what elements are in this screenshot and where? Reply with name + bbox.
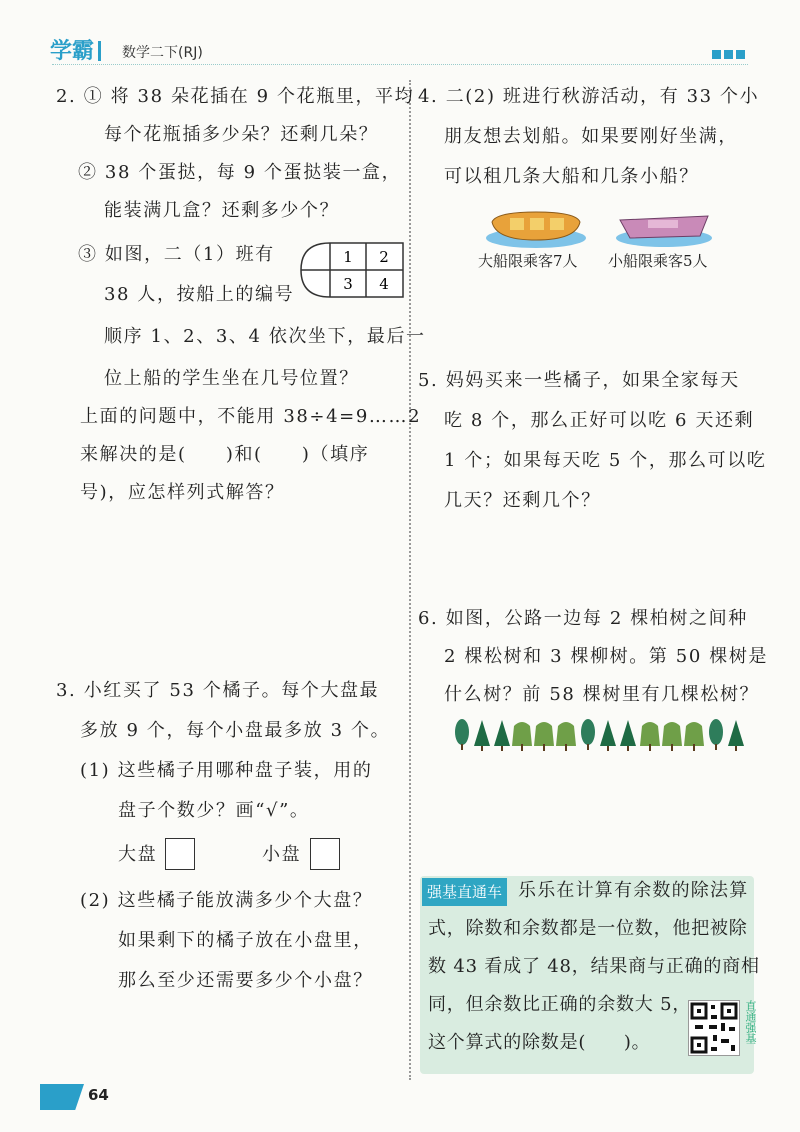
q4-line2: 朋友想去划船。如果要刚好坐满， bbox=[444, 126, 738, 147]
q3-line4: 盘子个数少？画“√”。 bbox=[118, 800, 310, 821]
header-square-icon bbox=[724, 50, 733, 59]
seat-2: 2 bbox=[379, 248, 389, 266]
cypress-tree-icon bbox=[581, 719, 595, 750]
bonus-line5: 这个算式的除数是( )。 bbox=[428, 1032, 651, 1053]
q6-line1: 6. 如图，公路一边每 2 棵柏树之间种 bbox=[418, 608, 748, 629]
q3-line7: 那么至少还需要多少个小盘？ bbox=[118, 970, 373, 991]
q2-line5: ③ 如图，二（1）班有 bbox=[78, 244, 275, 265]
qr-code-icon[interactable] bbox=[688, 1000, 740, 1056]
willow-tree-icon bbox=[534, 722, 554, 751]
page-number: 64 bbox=[88, 1086, 109, 1104]
page-tab-icon bbox=[40, 1084, 84, 1110]
seat-4: 4 bbox=[379, 275, 389, 293]
big-plate-label: 大盘 bbox=[118, 844, 158, 865]
pine-tree-icon bbox=[600, 720, 616, 751]
qr-label: 直通强基 bbox=[744, 1000, 757, 1044]
q2-line4: 能装满几盒？还剩多少个？ bbox=[104, 200, 340, 221]
pine-tree-icon bbox=[620, 720, 636, 751]
willow-tree-icon bbox=[512, 722, 532, 751]
bonus-tag: 强基直通车 bbox=[422, 878, 507, 906]
logo-divider bbox=[98, 41, 101, 61]
willow-tree-icon bbox=[556, 722, 576, 751]
pine-tree-icon bbox=[494, 720, 510, 751]
boat-seat-diagram bbox=[300, 242, 404, 298]
q3-line3: (1) 这些橘子用哪种盘子装，用的 bbox=[80, 760, 373, 781]
big-plate-checkbox[interactable] bbox=[165, 838, 195, 870]
q2-line1: 2. ① 将 38 朵花插在 9 个花瓶里，平均 bbox=[56, 86, 415, 107]
brand-logo bbox=[50, 34, 105, 65]
bonus-line3: 数 43 看成了 48，结果商与正确的商相 bbox=[428, 956, 760, 977]
subject-title: 数学二下(RJ) bbox=[122, 45, 203, 61]
q2-line11: 号)，应怎样列式解答？ bbox=[80, 482, 285, 503]
logo-text: 学霸 bbox=[50, 39, 95, 64]
q6-line3: 什么树？前 58 棵树里有几棵松树？ bbox=[444, 684, 760, 705]
big-boat-image bbox=[484, 208, 588, 250]
big-boat-caption: 大船限乘客7人 bbox=[478, 252, 578, 270]
q4-line3: 可以租几条大船和几条小船？ bbox=[444, 166, 699, 187]
seat-1: 1 bbox=[343, 248, 353, 266]
q3-line1: 3. 小红买了 53 个橘子。每个大盘最 bbox=[56, 680, 380, 701]
cypress-tree-icon bbox=[709, 719, 723, 750]
small-plate-label: 小盘 bbox=[262, 844, 302, 865]
q5-line4: 几天？还剩几个？ bbox=[444, 490, 601, 511]
q3-line2: 多放 9 个，每个小盘最多放 3 个。 bbox=[80, 720, 391, 741]
column-divider bbox=[409, 80, 411, 1080]
q2-line10: 来解决的是( )和( )（填序 bbox=[80, 444, 370, 465]
header-square-icon bbox=[736, 50, 745, 59]
header-rule bbox=[52, 64, 748, 65]
small-plate-checkbox[interactable] bbox=[310, 838, 340, 870]
seat-3: 3 bbox=[343, 275, 353, 293]
header-square-icon bbox=[712, 50, 721, 59]
q3-line6: 如果剩下的橘子放在小盘里， bbox=[118, 930, 373, 951]
q2-line3: ② 38 个蛋挞，每 9 个蛋挞装一盒， bbox=[78, 162, 402, 183]
cypress-tree-icon bbox=[455, 719, 469, 750]
q6-line2: 2 棵松树和 3 棵柳树。第 50 棵树是 bbox=[444, 646, 769, 667]
q2-line6: 38 人，按船上的编号 bbox=[104, 284, 295, 305]
willow-tree-icon bbox=[684, 722, 704, 751]
tree-row-image bbox=[452, 718, 752, 752]
pine-tree-icon bbox=[474, 720, 490, 751]
bonus-line1: 乐乐在计算有余数的除法算 bbox=[518, 880, 749, 901]
q3-line5: (2) 这些橘子能放满多少个大盘？ bbox=[80, 890, 373, 911]
bonus-line4: 同，但余数比正确的余数大 5， bbox=[428, 994, 692, 1015]
small-boat-image bbox=[614, 208, 714, 248]
small-boat-caption: 小船限乘客5人 bbox=[608, 252, 708, 270]
q5-line2: 吃 8 个，那么正好可以吃 6 天还剩 bbox=[444, 410, 755, 431]
q5-line3: 1 个；如果每天吃 5 个，那么可以吃 bbox=[444, 450, 767, 471]
q2-line9: 上面的问题中，不能用 38÷4=9……2 bbox=[80, 406, 422, 427]
pine-tree-icon bbox=[728, 720, 744, 751]
willow-tree-icon bbox=[640, 722, 660, 751]
q2-line7: 顺序 1、2、3、4 依次坐下，最后一 bbox=[104, 326, 426, 347]
q5-line1: 5. 妈妈买来一些橘子，如果全家每天 bbox=[418, 370, 740, 391]
bonus-line2: 式，除数和余数都是一位数，他把被除 bbox=[428, 918, 748, 939]
willow-tree-icon bbox=[662, 722, 682, 751]
q2-line8: 位上船的学生坐在几号位置？ bbox=[104, 368, 359, 389]
q4-line1: 4. 二(2) 班进行秋游活动，有 33 个小 bbox=[418, 86, 760, 107]
q2-line2: 每个花瓶插多少朵？还剩几朵？ bbox=[104, 124, 379, 145]
